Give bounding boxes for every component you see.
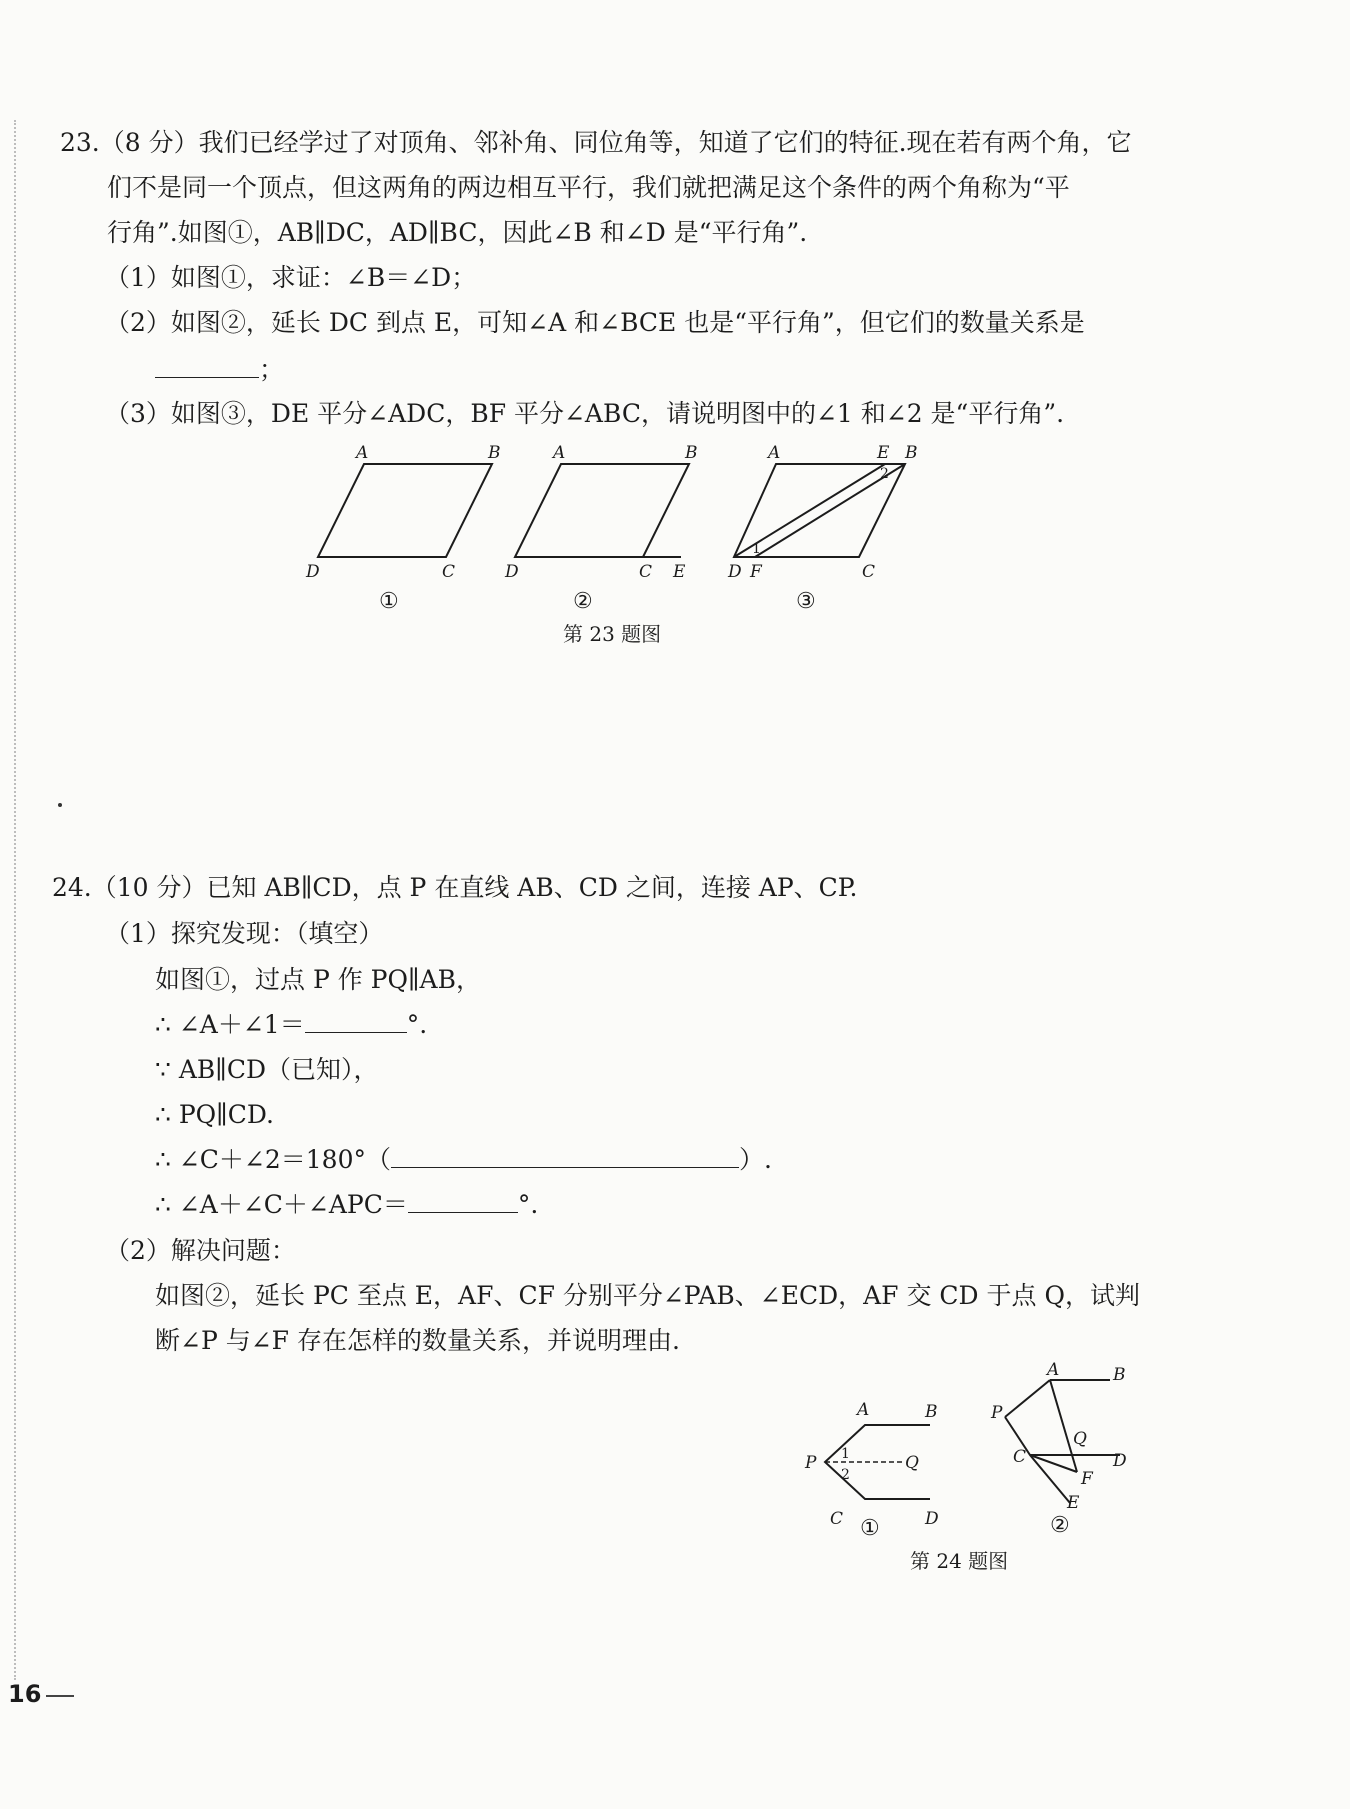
label-a: A xyxy=(553,443,566,463)
label-q: Q xyxy=(1073,1429,1087,1449)
q24-line-1: 24.（10 分）已知 AB∥CD，点 P 在直线 AB、CD 之间，连接 AP、CP. xyxy=(52,873,858,902)
label-d: D xyxy=(1113,1451,1127,1471)
q24-step-2-text: ∴ ∠A＋∠1＝ xyxy=(155,1010,305,1039)
label-p: P xyxy=(805,1453,817,1473)
figure-number: ① xyxy=(860,1516,880,1541)
q23-part-2-end: ； xyxy=(259,355,285,384)
label-b: B xyxy=(1113,1365,1126,1385)
q23-part-2-answer xyxy=(155,355,284,385)
figure-number: ③ xyxy=(796,589,816,614)
q24-figure-1 xyxy=(795,1395,955,1545)
q23-part-3: （3）如图③，DE 平分∠ADC，BF 平分∠ABC，请说明图中的∠1 和∠2 是“平行角”. xyxy=(105,399,1065,428)
label-f: F xyxy=(1081,1469,1093,1489)
q24-step-5 xyxy=(155,1145,772,1175)
figure-number: ② xyxy=(1050,1513,1070,1535)
label-b: B xyxy=(685,443,698,463)
segment-af xyxy=(1050,1380,1077,1472)
answer-blank[interactable] xyxy=(155,355,259,378)
angle-1-label: 1 xyxy=(752,541,761,557)
q24-step-5-end: ）. xyxy=(739,1145,772,1174)
q24-step-6-text: ∴ ∠A＋∠C＋∠APC＝ xyxy=(155,1190,408,1219)
q23-figure-1 xyxy=(300,440,510,615)
q23-line-3: 行角”.如图①，AB∥DC，AD∥BC，因此∠B 和∠D 是“平行角”. xyxy=(107,218,808,247)
label-p: P xyxy=(991,1403,1003,1423)
label-q: Q xyxy=(905,1453,919,1473)
q23-line-2: 们不是同一个顶点，但这两角的两边相互平行，我们就把满足这个条件的两个角称为“平 xyxy=(107,173,1070,202)
q24-part-1: （1）探究发现：（填空） xyxy=(105,919,384,948)
label-a: A xyxy=(356,443,369,463)
q24-part-2: （2）解决问题： xyxy=(105,1236,296,1265)
q24-step-6-end: °. xyxy=(517,1190,539,1219)
q23-part-1: （1）如图①，求证：∠B＝∠D； xyxy=(105,263,477,292)
angle-2-label: 2 xyxy=(841,1467,850,1483)
parallelogram-abcd xyxy=(515,464,689,557)
label-e: E xyxy=(877,443,890,463)
label-f: F xyxy=(750,562,762,582)
angle-1-label: 1 xyxy=(841,1446,850,1462)
label-e: E xyxy=(1067,1493,1080,1513)
q23-figure-3 xyxy=(720,440,930,615)
label-b: B xyxy=(905,443,918,463)
q24-step-4: ∴ PQ∥CD. xyxy=(155,1100,274,1129)
q24-caption: 第 24 题图 xyxy=(910,1549,1009,1573)
margin-rule xyxy=(14,120,16,1680)
q24-step-2 xyxy=(155,1010,427,1040)
q24-step-2-end: °. xyxy=(406,1010,428,1039)
label-c: C xyxy=(442,562,456,582)
label-c: C xyxy=(639,562,653,582)
label-d: D xyxy=(925,1509,939,1529)
q23-figure-2 xyxy=(497,440,707,615)
segment-ap xyxy=(1005,1380,1050,1417)
label-c: C xyxy=(1013,1447,1027,1467)
answer-blank[interactable] xyxy=(408,1190,518,1213)
q23-line-1: 23.（8 分）我们已经学过了对顶角、邻补角、同位角等，知道了它们的特征.现在若有两个角，它 xyxy=(60,128,1132,157)
label-a: A xyxy=(857,1400,870,1420)
label-b: B xyxy=(488,443,501,463)
label-a: A xyxy=(1047,1360,1060,1380)
q24-figure-2 xyxy=(985,1360,1155,1535)
label-c: C xyxy=(862,562,876,582)
answer-blank[interactable] xyxy=(305,1010,407,1033)
label-d: D xyxy=(728,562,742,582)
figure-number: ① xyxy=(379,589,399,614)
answer-blank[interactable] xyxy=(391,1145,739,1168)
q23-caption: 第 23 题图 xyxy=(563,622,662,646)
figure-number: ② xyxy=(573,589,593,614)
label-a: A xyxy=(768,443,781,463)
page-number-dash xyxy=(46,1695,74,1697)
q23-part-2: （2）如图②，延长 DC 到点 E，可知∠A 和∠BCE 也是“平行角”，但它们的数量关系是 xyxy=(105,308,1085,337)
label-b: B xyxy=(925,1402,938,1422)
label-c: C xyxy=(830,1509,844,1529)
q24-task-line-1: 如图②，延长 PC 至点 E，AF、CF 分别平分∠PAB、∠ECD，AF 交 CD 于点 Q，试判 xyxy=(155,1281,1140,1310)
parallelogram-abcd xyxy=(318,464,492,557)
stray-dot xyxy=(58,803,62,807)
q24-task-line-2: 断∠P 与∠F 存在怎样的数量关系，并说明理由. xyxy=(155,1326,680,1355)
label-d: D xyxy=(505,562,519,582)
label-d: D xyxy=(306,562,320,582)
label-e: E xyxy=(673,562,686,582)
q24-step-5-text: ∴ ∠C＋∠2＝180°（ xyxy=(155,1145,391,1174)
q24-step-3: ∵ AB∥CD（已知）， xyxy=(155,1055,379,1084)
q24-step-1: 如图①，过点 P 作 PQ∥AB， xyxy=(155,965,481,994)
page-number: 16 xyxy=(8,1680,42,1708)
q24-step-6 xyxy=(155,1190,538,1220)
angle-2-label: 2 xyxy=(880,466,889,482)
